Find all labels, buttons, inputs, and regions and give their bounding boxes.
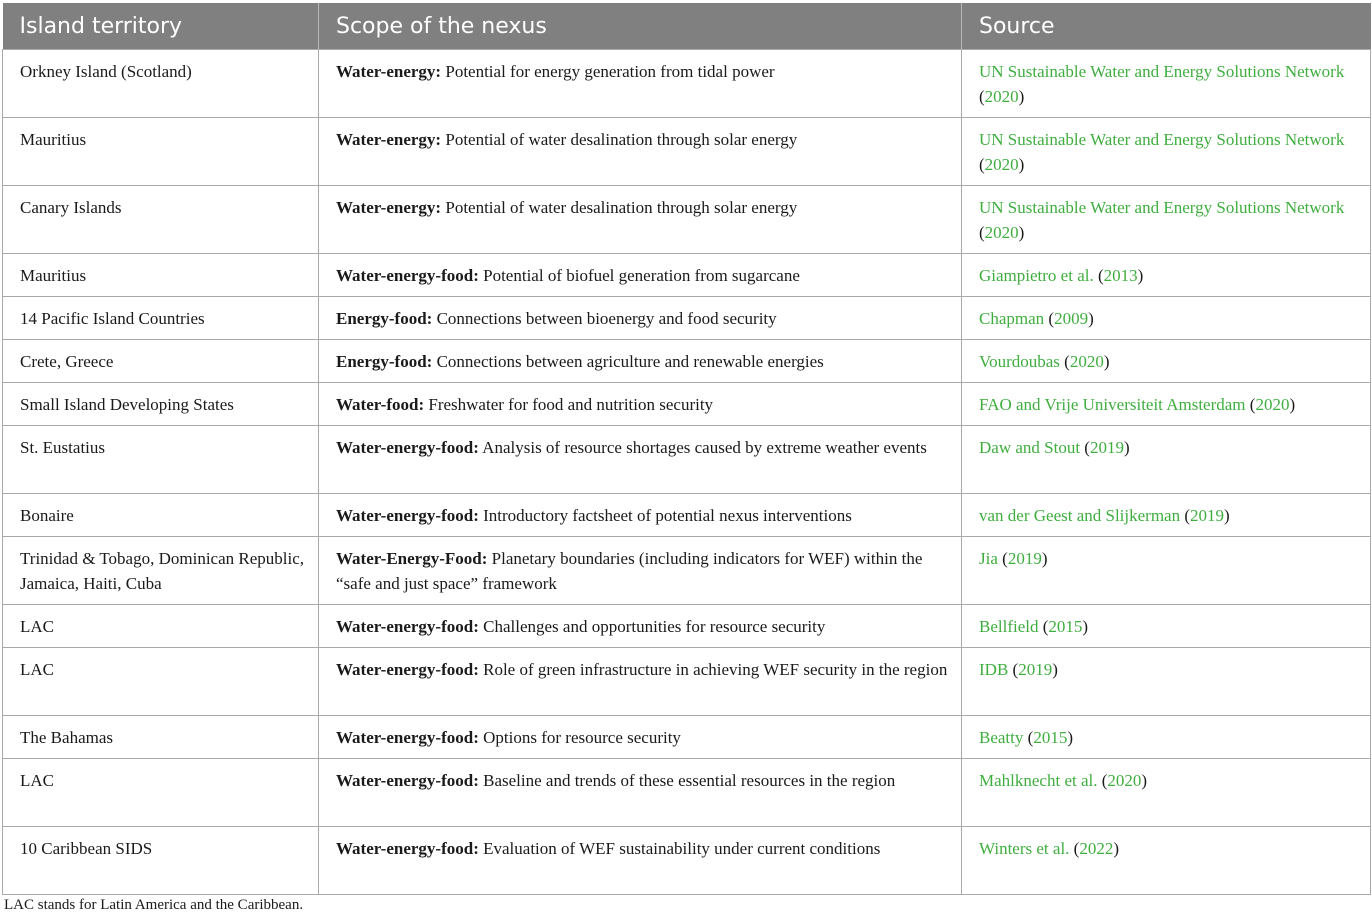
island-territory-cell: Small Island Developing States xyxy=(3,383,319,426)
scope-label: Water-energy: xyxy=(336,62,442,81)
close-paren: ) xyxy=(1018,223,1025,242)
island-territory-cell: Mauritius xyxy=(3,254,319,297)
open-paren: ( xyxy=(979,87,985,106)
table-row xyxy=(3,494,1371,537)
source-year-link[interactable]: 2019 xyxy=(1089,438,1124,457)
close-paren: ) xyxy=(1123,438,1130,457)
table-row xyxy=(3,605,1371,648)
table-row xyxy=(3,186,1371,254)
source-author-link[interactable]: Giampietro et al. xyxy=(979,266,1094,285)
close-paren: ) xyxy=(1041,549,1048,568)
scope-text: Potential of water desalination through solar energy xyxy=(441,198,798,217)
scope-cell xyxy=(319,716,962,759)
open-paren: ( xyxy=(1093,266,1104,285)
scope-label: Water-energy: xyxy=(336,130,442,149)
scope-label: Water-food: xyxy=(336,395,425,414)
close-paren: ) xyxy=(1067,728,1073,747)
scope-text: Connections between agriculture and renewable energies xyxy=(432,352,824,371)
source-cell xyxy=(962,494,1371,537)
table-row xyxy=(3,50,1371,118)
scope-text: Freshwater for food and nutrition security xyxy=(424,395,714,414)
open-paren: ( xyxy=(997,549,1008,568)
scope-cell xyxy=(319,186,962,254)
island-territory-cell: 14 Pacific Island Countries xyxy=(3,297,319,340)
table-row xyxy=(3,426,1371,494)
scope-text: Introductory factsheet of potential nexus interventions xyxy=(478,506,852,525)
scope-text: Potential of water desalination through solar energy xyxy=(441,130,798,149)
close-paren: ) xyxy=(1018,87,1025,106)
scope-cell xyxy=(319,254,962,297)
scope-label: Water-energy-food: xyxy=(336,506,479,525)
source-author-link[interactable]: Winters et al. xyxy=(979,839,1070,858)
scope-label: Water-energy-food: xyxy=(336,771,479,790)
scope-text: Evaluation of WEF sustainability under current conditions xyxy=(478,839,881,858)
island-territory-cell: Trinidad & Tobago, Dominican Republic, Jamaica, Haiti, Cuba xyxy=(3,537,319,605)
open-paren: ( xyxy=(979,223,985,242)
scope-text: Options for resource security xyxy=(478,728,681,747)
close-paren: ) xyxy=(1018,155,1025,174)
table-body xyxy=(3,50,1371,895)
source-author-link[interactable]: Bellfield xyxy=(979,617,1039,636)
open-paren: ( xyxy=(1097,771,1108,790)
island-territory-cell: LAC xyxy=(3,605,319,648)
table-row xyxy=(3,759,1371,827)
scope-label: Energy-food: xyxy=(336,352,433,371)
source-year-link[interactable]: 2015 xyxy=(1033,728,1068,747)
table-row xyxy=(3,254,1371,297)
open-paren: ( xyxy=(1245,395,1256,414)
table-row xyxy=(3,340,1371,383)
source-year-link[interactable]: 2013 xyxy=(1103,266,1138,285)
table-row xyxy=(3,297,1371,340)
source-cell xyxy=(962,537,1371,605)
source-author-link[interactable]: IDB xyxy=(979,660,1009,679)
source-cell xyxy=(962,759,1371,827)
scope-text: Potential for energy generation from tidal power xyxy=(441,62,775,81)
source-author-link[interactable]: van der Geest and Slijkerman xyxy=(979,506,1181,525)
scope-cell xyxy=(319,827,962,895)
open-paren: ( xyxy=(1044,309,1055,328)
header-source: Source xyxy=(962,3,1371,50)
scope-label: Water-energy-food: xyxy=(336,660,479,679)
scope-cell xyxy=(319,340,962,383)
source-year-link[interactable]: 2022 xyxy=(1079,839,1114,858)
island-territory-cell: Canary Islands xyxy=(3,186,319,254)
source-cell xyxy=(962,827,1371,895)
table-header xyxy=(3,3,1371,50)
scope-label: Water-energy-food: xyxy=(336,438,479,457)
open-paren: ( xyxy=(1023,728,1034,747)
scope-cell xyxy=(319,426,962,494)
scope-label: Water-energy: xyxy=(336,198,442,217)
close-paren: ) xyxy=(1103,352,1110,371)
source-year-link[interactable]: 2020 xyxy=(1107,771,1142,790)
scope-label: Water-energy-food: xyxy=(336,266,479,285)
scope-text: Connections between bioenergy and food security xyxy=(432,309,777,328)
open-paren: ( xyxy=(979,155,985,174)
source-year-link[interactable]: 2015 xyxy=(1048,617,1083,636)
source-year-link[interactable]: 2019 xyxy=(1018,660,1053,679)
island-territory-cell: Orkney Island (Scotland) xyxy=(3,50,319,118)
table-footnote: LAC stands for Latin America and the Caribbean. xyxy=(4,897,304,913)
source-cell xyxy=(962,254,1371,297)
source-cell xyxy=(962,605,1371,648)
scope-label: Energy-food: xyxy=(336,309,433,328)
source-author-link[interactable]: Jia xyxy=(979,549,998,568)
close-paren: ) xyxy=(1088,309,1094,328)
source-author-link[interactable]: Mahlknecht et al. xyxy=(979,771,1098,790)
island-territory-cell: LAC xyxy=(3,648,319,716)
scope-cell xyxy=(319,297,962,340)
source-cell xyxy=(962,648,1371,716)
scope-cell xyxy=(319,759,962,827)
table-row xyxy=(3,827,1371,895)
scope-text: Role of green infrastructure in achieving WEF security in the region xyxy=(478,660,948,679)
close-paren: ) xyxy=(1141,771,1148,790)
header-scope-of-nexus: Scope of the nexus xyxy=(319,3,962,50)
open-paren: ( xyxy=(1038,617,1049,636)
table-row xyxy=(3,648,1371,716)
source-year-link[interactable]: 2019 xyxy=(1007,549,1042,568)
close-paren: ) xyxy=(1082,617,1089,636)
close-paren: ) xyxy=(1113,839,1120,858)
source-author-link[interactable]: UN Sustainable Water and Energy Solutions Network xyxy=(979,198,1345,217)
source-author-link[interactable]: Daw and Stout xyxy=(979,438,1081,457)
header-island-territory: Island territory xyxy=(3,3,319,50)
scope-text: Challenges and opportunities for resource security xyxy=(478,617,826,636)
island-territory-cell: LAC xyxy=(3,759,319,827)
source-author-link[interactable]: Chapman xyxy=(979,309,1045,328)
scope-text: Planetary boundaries (including indicators for WEF) within the “safe and just space” framework xyxy=(336,549,923,593)
close-paren: ) xyxy=(1289,395,1296,414)
scope-text: Baseline and trends of these essential resources in the region xyxy=(478,771,896,790)
table-row xyxy=(3,383,1371,426)
open-paren: ( xyxy=(1059,352,1070,371)
source-author-link[interactable]: FAO and Vrije Universiteit Amsterdam xyxy=(979,395,1246,414)
source-cell xyxy=(962,340,1371,383)
source-author-link[interactable]: UN Sustainable Water and Energy Solutions Network xyxy=(979,62,1345,81)
scope-text: Analysis of resource shortages caused by extreme weather events xyxy=(478,438,927,457)
close-paren: ) xyxy=(1137,266,1144,285)
source-cell xyxy=(962,383,1371,426)
table-row xyxy=(3,118,1371,186)
source-author-link[interactable]: Beatty xyxy=(979,728,1024,747)
scope-label: Water-Energy-Food: xyxy=(336,549,488,568)
scope-label: Water-energy-food: xyxy=(336,617,479,636)
table-row xyxy=(3,537,1371,605)
scope-cell xyxy=(319,50,962,118)
island-territory-cell: The Bahamas xyxy=(3,716,319,759)
source-year-link[interactable]: 2009 xyxy=(1054,309,1089,328)
scope-cell xyxy=(319,648,962,716)
scope-cell xyxy=(319,537,962,605)
island-territory-cell: St. Eustatius xyxy=(3,426,319,494)
island-territory-cell: 10 Caribbean SIDS xyxy=(3,827,319,895)
open-paren: ( xyxy=(1080,438,1090,457)
source-cell xyxy=(962,118,1371,186)
nexus-table xyxy=(2,3,1371,895)
open-paren: ( xyxy=(1008,660,1019,679)
scope-cell xyxy=(319,494,962,537)
source-year-link[interactable]: 2019 xyxy=(1190,506,1225,525)
source-cell xyxy=(962,50,1371,118)
scope-label: Water-energy-food: xyxy=(336,728,479,747)
source-year-link[interactable]: 2020 xyxy=(984,223,1019,242)
source-year-link[interactable]: 2020 xyxy=(984,87,1019,106)
scope-cell xyxy=(319,605,962,648)
source-cell xyxy=(962,186,1371,254)
source-year-link[interactable]: 2020 xyxy=(1069,352,1104,371)
scope-text: Potential of biofuel generation from sugarcane xyxy=(478,266,800,285)
header-row xyxy=(3,3,1371,50)
scope-cell xyxy=(319,383,962,426)
table-row xyxy=(3,716,1371,759)
source-cell xyxy=(962,716,1371,759)
source-author-link[interactable]: Vourdoubas xyxy=(979,352,1060,371)
source-year-link[interactable]: 2020 xyxy=(1255,395,1290,414)
island-territory-cell: Crete, Greece xyxy=(3,340,319,383)
open-paren: ( xyxy=(1180,506,1191,525)
source-cell xyxy=(962,426,1371,494)
scope-cell xyxy=(319,118,962,186)
close-paren: ) xyxy=(1224,506,1230,525)
source-year-link[interactable]: 2020 xyxy=(984,155,1019,174)
open-paren: ( xyxy=(1069,839,1080,858)
source-author-link[interactable]: UN Sustainable Water and Energy Solutions Network xyxy=(979,130,1345,149)
island-territory-cell: Bonaire xyxy=(3,494,319,537)
close-paren: ) xyxy=(1052,660,1058,679)
island-territory-cell: Mauritius xyxy=(3,118,319,186)
scope-label: Water-energy-food: xyxy=(336,839,479,858)
source-cell xyxy=(962,297,1371,340)
